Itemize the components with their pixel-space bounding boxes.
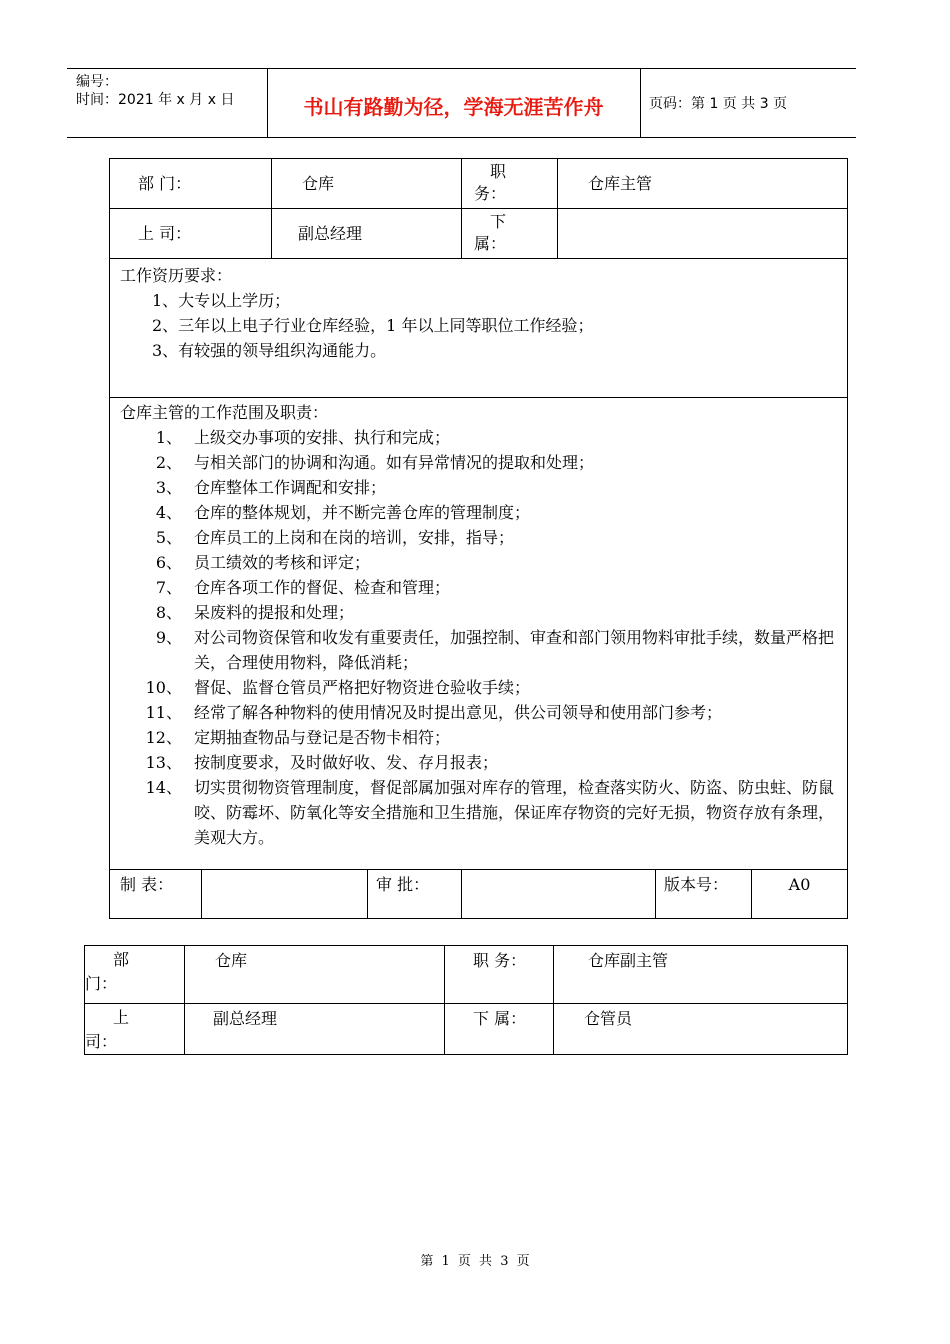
qualification-title: 工作资历要求： [120,266,233,285]
approver-label: 审 批： [368,870,462,919]
header-motto: 书山有路勤为径，学海无涯苦作舟 [303,95,604,119]
list-item: 2、三年以上电子行业仓库经验，1 年以上同等职位工作经验； [152,316,594,335]
title-label: 职 务： [445,946,554,1004]
version-cell [656,870,848,919]
job-description-table-supervisor [109,158,848,919]
maker-label: 制 表： [110,870,202,919]
dept-value: 仓库 [272,159,462,209]
title-value: 仓库主管 [558,159,848,209]
job-description-table-deputy [84,945,848,1055]
list-item: 12、 定期抽查物品与登记是否物卡相符； [145,728,451,747]
duty-title: 仓库主管的工作范围及职责： [120,403,329,422]
list-item: 3、 仓库整体工作调配和安排； [155,478,387,497]
dept-value: 仓库 [185,946,445,1004]
maker-value [202,870,368,919]
header-page-number: 页码：第 1 页 共 3 页 [649,96,788,112]
subordinate-label: 下 属： [445,1004,554,1055]
list-item: 1、 上级交办事项的安排、执行和完成； [155,428,451,447]
supervisor-label: 上 司： [110,209,272,259]
approval-row [110,870,848,919]
list-item: 14、 切实贯彻物资管理制度，督促部属加强对库存的管理，检查落实防火、防盗、防虫蛀、防鼠咬、防霉坏、防氧化等安全措施和卫生措施，保证库存物资的完好无损，物资存放有条理，美观大方。 [145,778,835,847]
supervisor-value: 副总经理 [272,209,462,259]
subordinate-label: 下 属： [462,209,558,259]
title-value: 仓库副主管 [554,946,848,1004]
serial-number-label: 编号： [76,74,118,90]
duty-section [110,398,848,870]
title-label: 职 务： [462,159,558,209]
subordinate-value [558,209,848,259]
list-item: 3、有较强的领导组织沟通能力。 [152,341,387,360]
list-item: 13、 按制度要求，及时做好收、发、存月报表； [145,753,499,772]
supervisor-value: 副总经理 [185,1004,445,1055]
duty-list [110,425,839,850]
list-item: 5、 仓库员工的上岗和在岗的培训，安排，指导； [155,528,515,547]
date-label: 时间：2021 年 x 月 x 日 [76,92,235,108]
page-footer: 第 1 页 共 3 页 [420,1254,530,1269]
list-item: 8、 呆废料的提报和处理； [155,603,355,622]
table-row [85,1004,848,1055]
list-item: 1、大专以上学历； [152,291,291,310]
list-item: 10、 督促、监督仓管员严格把好物资进仓验收手续； [145,678,531,697]
qualification-section [110,259,848,398]
dept-label: 部 门： [85,946,185,1004]
page-header [67,68,856,138]
list-item: 2、 与相关部门的协调和沟通。如有异常情况的提取和处理； [155,453,595,472]
header-divider [640,69,641,137]
subordinate-value: 仓管员 [554,1004,848,1055]
qualification-list [110,288,847,363]
supervisor-label: 上 司： [85,1004,185,1055]
table-row [110,209,848,259]
list-item: 9、 对公司物资保管和收发有重要责任，加强控制、审查和部门领用物料审批手续，数量严格把关，合理使用物料，降低消耗； [155,628,835,672]
table-row [85,946,848,1004]
version-value: A0 [788,875,811,894]
dept-label: 部 门： [110,159,272,209]
list-item: 4、 仓库的整体规划，并不断完善仓库的管理制度； [155,503,531,522]
version-label: 版本号： [656,870,752,918]
table-row [110,159,848,209]
approver-value [462,870,656,919]
list-item: 7、 仓库各项工作的督促、检查和管理； [155,578,451,597]
list-item: 11、 经常了解各种物料的使用情况及时提出意见，供公司领导和使用部门参考； [145,703,723,722]
list-item: 6、 员工绩效的考核和评定； [155,553,371,572]
header-info [76,73,234,109]
